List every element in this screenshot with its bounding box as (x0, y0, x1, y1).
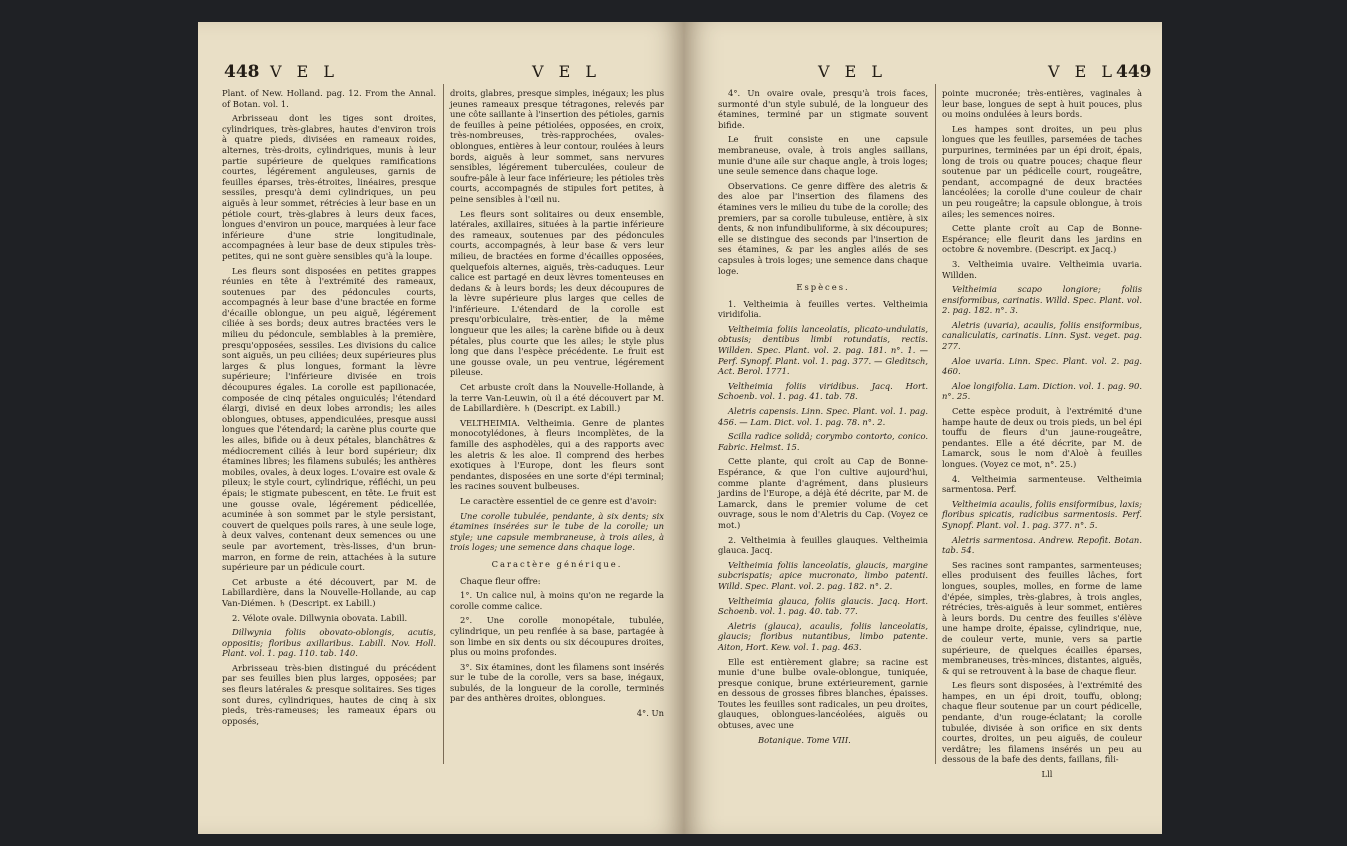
section-heading: Caractère générique. (491, 558, 623, 569)
right-page (684, 22, 1162, 834)
paragraph: Cette plante, qui croît au Cap de Bonne-Espérance, & que l'on cultive aujourd'hui, comme plante d'agrément, dans plusieurs jardins de l'Europe, a déjà été décrite, par M. de Lamarck, dans le premier volume de cet ouvrage, sous le nom d'Aletris du Cap. (Voyez ce mot.) (718, 456, 928, 530)
right-header-a: V E L (818, 62, 888, 81)
left-column-1 (222, 88, 436, 730)
right-header-b: V E L (1048, 62, 1118, 81)
species-heading: 2. Veltheimia à feuilles glauques. Veltheimia glauca. Jacq. (718, 534, 928, 556)
paragraph: Observations. Ce genre diffère des aletris & des aloe par l'insertion des filamens des étamines vers le milieu du tube de la corolle; des premiers, par sa corolle tubuleuse, entière, à six dents, & non infundibuliforme, à six découpures; elle se distingue des seconds par l'insertion de ses étamines, & par les angles ailés de ses capsules à trois loges; une semence dans chaque loge. (718, 180, 928, 276)
paragraph: 2°. Une corolle monopétale, tubulée, cylindrique, un peu renflée à sa base, partagée à son limbe en six dents ou six découpures droites, plus ou moins profondes. (450, 615, 664, 658)
paragraph: Aletris (uvaria), acaulis, foliis ensiformibus, canaliculatis, carinatis. Linn. Syst. veget. pag. 277. (942, 319, 1142, 352)
paragraph: Cette espèce produit, à l'extrémité d'une hampe haute de deux ou trois pieds, un bel épi touffu de fleurs d'un jaune-rougeâtre, pendantes. Elle a été décrite, par M. de Lamarck, sous le nom d'Aloè à feuilles longues. (Voyez ce mot, n°. 25.) (942, 406, 1142, 469)
species-heading: 1. Veltheimia à feuilles vertes. Veltheimia viridifolia. (718, 298, 928, 320)
paragraph: Plant. of New. Holland. pag. 12. From the Annal. of Botan. vol. 1. (222, 88, 436, 109)
species-heading: 4. Veltheimia sarmenteuse. Veltheimia sarmentosa. Perf. (942, 473, 1142, 495)
paragraph: Une corolle tubulée, pendante, à six dents; six étamines insérées sur le tube de la corolle; un style; une capsule membraneuse, à trois ailes, à trois loges; une semence dans chaque loge. (450, 510, 664, 553)
left-column-2 (450, 88, 664, 723)
paragraph: Aletris capensis. Linn. Spec. Plant. vol. 1. pag. 456. — Lam. Dict. vol. 1. pag. 78. n°. 2. (718, 406, 928, 427)
left-header-b: V E L (532, 62, 602, 81)
paragraph: Aletris (glauca), acaulis, foliis lanceolatis, glaucis; floribus nutantibus, limbo patente. Aiton, Hort. Kew. vol. 1. pag. 463. (718, 620, 928, 652)
paragraph: Le fruit consiste en une capsule membraneuse, ovale, à trois angles saillans, munie d'une aile sur chaque angle, à trois loges; une seule semence dans chaque loge. (718, 134, 928, 177)
paragraph: 1°. Un calice nul, à moins qu'on ne regarde la corolle comme calice. (450, 590, 664, 611)
paragraph: Veltheimia foliis viridibus. Jacq. Hort. Schoenb. vol. 1. pag. 41. tab. 78. (718, 380, 928, 402)
paragraph: 3°. Six étamines, dont les filamens sont insérés sur le tube de la corolle, vers sa base, inégaux, subulés, de la longueur de la corolle, terminés par des anthères droites, oblongues. (450, 661, 664, 704)
paragraph: Scilla radice solidâ; corymbo contorto, conico. Fabric. Helmst. 15. (718, 431, 928, 452)
paragraph: Les fleurs sont disposées, à l'extrémité des hampes, en un épi droit, touffu, oblong; chaque fleur soutenue par un court pédicelle, pendante, d'un rouge-éclatant; la corolle tubulée, divisée à son orifice en six dents courtes, droites, un peu aiguës, de couleur verdâtre; les filamens insérés un peu au dessous de la bafe des dents, faillans, fili- (942, 680, 1142, 765)
paragraph: Aletris sarmentosa. Andrew. Repofit. Botan. tab. 54. (942, 534, 1142, 556)
paragraph: Cet arbuste croît dans la Nouvelle-Hollande, à la terre Van-Leuwin, où il a été découvert par M. de Labillardière. ♄ (Descript. ex Labill.) (450, 382, 664, 414)
right-column-1 (718, 88, 928, 749)
section-heading: Espèces. (796, 282, 850, 293)
column-rule (935, 84, 936, 764)
paragraph: Elle est entièrement glabre; sa racine est munie d'une bulbe ovale-oblongue, tuniquée, presque conique, brune extérieurement, garnie en dessous de grosses fibres blanches, épaisses. Toutes les feuilles sont radicales, un peu droites, glauques, oblongues-lancéolées, aiguës ou obtuses, avec une (718, 656, 928, 731)
species-heading: 3. Veltheimia uvaire. Veltheimia uvaria. Willden. (942, 258, 1142, 280)
paragraph: Le caractère essentiel de ce genre est d'avoir: (460, 495, 657, 506)
paragraph: Aloe uvaria. Linn. Spec. Plant. vol. 2. pag. 460. (942, 355, 1142, 377)
paragraph: Cet arbuste a été découvert, par M. de Labillardière, dans la Nouvelle-Hollande, au cap Van-Diémen. ♄ (Descript. ex Labill.) (222, 576, 436, 608)
left-page-number: 448 (224, 62, 260, 82)
paragraph: 4°. Un ovaire ovale, presqu'à trois faces, surmonté d'un style subulé, de la longueur des étamines, terminé par un stigmate souvent bifide. (718, 88, 928, 130)
paragraph: Arbrisseau dont les tiges sont droites, cylindriques, très-glabres, hautes d'environ trois à quatre pieds, divisées en rameaux roides, alternes, très-droits, cylindriques, munis à leur partie supérieure de quelques ramifications courtes, légérement anguleuses, garnis de feuilles éparses, très-étroites, linéaires, presque sessiles, presqu'à demi cylindriques, un peu aiguës à leur sommet, rétrécies à leur base en un pétiole court, très-glabres à leurs deux faces, longues d'environ un pouce, marquées à leur face inférieure d'une strie longitudinale, accompagnées à leur base de deux stipules très-petites, qui ne sont guère sensibles qu'à la loupe. (222, 113, 436, 261)
paragraph: Veltheimia scapo longiore; foliis ensiformibus, carinatis. Willd. Spec. Plant. vol. 2. pag. 182. n°. 3. (942, 284, 1142, 316)
signature-line: Botanique. Tome VIII. (758, 734, 851, 745)
paragraph: Veltheimia foliis lanceolatis, glaucis, margine subcrispatis; apice mucronato, limbo patenti. Willd. Spec. Plant. vol. 2. pag. 182. n°. 2. (718, 559, 928, 591)
right-column-2 (942, 88, 1142, 784)
paragraph: Aloe longifolia. Lam. Diction. vol. 1. pag. 90. n°. 25. (942, 380, 1142, 402)
paragraph: Dillwynia foliis obovato-oblongis, acutis, oppositis; floribus axillaribus. Labill. Nov. Holl. Plant. vol. 1. pag. 110. tab. 140. (222, 627, 436, 659)
paragraph: Cette plante croît au Cap de Bonne-Espérance; elle fleurit dans les jardins en octobre & novembre. (Descript. ex Jacq.) (942, 223, 1142, 255)
paragraph: Veltheimia foliis lanceolatis, plicato-undulatis, obtusis; dentibus limbi rotundatis, rectis. Willden. Spec. Plant. vol. 2. pag. 181. n°. 1. — Perf. Synopf. Plant. vol. 1. pag. 377. — Gleditsch, Act. Berol. 1771. (718, 323, 928, 377)
paragraph: droits, glabres, presque simples, inégaux; les plus jeunes rameaux presque tétragones, relevés par une côte saillante à l'insertion des pétioles, garnis de feuilles à peine pétiolées, opposées, en croix, très-nombreuses, très-rapprochées, ovales-oblongues, entières à leur contour, roulées à leurs bords, aiguës à leur sommet, sans nervures sensibles, légérement tuberculées, couleur de soufre-pâle à leur face inférieure; les pétioles très courts, accompagnés de stipules fort petites, à peine sensibles à l'œil nu. (450, 88, 664, 204)
species-heading: 2. Vélote ovale. Dillwynia obovata. Labill. (232, 612, 408, 623)
signature-mark: Lll (1041, 769, 1053, 780)
paragraph: Veltheimia acaulis, foliis ensiformibus, laxis; floribus spicatis, radicibus sarmentosis. Perf. Synopf. Plant. vol. 1. pag. 377. n°. 5. (942, 498, 1142, 530)
column-rule (443, 84, 444, 764)
catchword: 4°. Un (636, 708, 664, 719)
right-page-number: 449 (1116, 62, 1152, 82)
paragraph: Veltheimia glauca, foliis glaucis. Jacq. Hort. Schoenb. vol. 1. pag. 40. tab. 77. (718, 595, 928, 617)
left-page (198, 22, 684, 834)
paragraph: Ses racines sont rampantes, sarmenteuses; elles produisent des feuilles lâches, fort longues, souples, molles, en forme de lame d'épée, simples, très-glabres, à trois angles, rétrécies, très-aiguës à leur sommet, entières à leurs bords. Du centre des feuilles s'élève une hampe droite, épaisse, cylindrique, nue, de couleur verte, munie, vers sa partie supérieure, de quelques écailles éparses, membraneuses, très-minces, distantes, aiguës, & qui se retrouvent à la base de chaque fleur. (942, 559, 1142, 676)
paragraph: pointe mucronée; très-entières, vaginales à leur base, longues de sept à huit pouces, plus ou moins ondulées à leurs bords. (942, 88, 1142, 120)
paragraph: Les fleurs sont disposées en petites grappes réunies en tête à l'extrémité des rameaux, soutenues par des pédoncules courts, accompagnés à leur base d'une bractée en forme d'écaille oblongue, un peu aiguë, légérement ciliée à ses bords; deux autres bractées vers le milieu du pédoncule, semblables à la première, presqu'opposées, sessiles. Les divisions du calice sont aiguës, un peu ciliées; deux supérieures plus larges & plus longues, formant la lèvre supérieure; l'inférieure divisée en trois découpures égales. La corolle est papilionacée, composée de cinq pétales onguiculés; l'étendard élargi, divisé en deux lobes arrondis; les ailes oblongues, obtuses, appendiculées, presque aussi longues que l'étendard; la carène plus courte que les ailes, bifide ou à deux pétales, blanchâtres & médiocrement ciliés à leur bord supérieur; dix étamines libres; les filamens subulés; les anthères mobiles, ovales, à deux loges. L'ovaire est ovale & pileux; le style court, cylindrique, réfléchi, un peu épais; le stigmate pubescent, en tête. Le fruit est une gousse ovale, légérement pédicellée, acuminée à son sommet par le style persistant, couvert de quelques poils rares, à une seule loge, à deux valves, contenant deux semences ou une seule par avortement, très-lisses, d'un brun-marron, en forme de rein, attachées à la suture supérieure par un pédicule court. (222, 265, 436, 573)
genus-heading: VELTHEIMIA. Veltheimia. Genre de plantes monocotylédones, à fleurs incomplètes, de la famille des asphodèles, qui a des rapports avec les aletris & les aloe. Il comprend des herbes exotiques à l'Europe, dont les fleurs sont pendantes, disposées en une sorte d'épi terminal; les racines souvent bulbeuses. (450, 417, 664, 492)
paragraph: Les fleurs sont solitaires ou deux ensemble, latérales, axillaires, situées à la partie inférieure des rameaux, soutenues par des pédoncules courts, accompagnés, à leur base & vers leur milieu, de bractées en forme d'écailles opposées, quelquefois alternes, aiguës, très-caduques. Leur calice est partagé en deux lèvres tomenteuses en dedans & à leurs bords; les deux découpures de la lèvre supérieure plus larges que celles de l'inférieure. L'étendard de la corolle est presqu'orbiculaire, très-entier, de la même longueur que les ailes; la carène bifide ou à deux pétales, plus courte que les ailes; le style plus long que dans l'espèce précédente. Le fruit est une gousse ovale, un peu ventrue, légérement pileuse. (450, 208, 664, 378)
paragraph: Arbrisseau très-bien distingué du précédent par ses feuilles bien plus larges, opposées; par ses fleurs latérales & presque solitaires. Ses tiges sont dures, cylindriques, hautes de cinq à six pieds, très-rameuses; les rameaux épars ou opposés, (222, 662, 436, 726)
paragraph: Chaque fleur offre: (460, 575, 541, 586)
left-header-a: V E L (270, 62, 340, 81)
paragraph: Les hampes sont droites, un peu plus longues que les feuilles, parsemées de taches purpurines, terminées par un épi droit, épais, long de trois ou quatre pouces; chaque fleur soutenue par un pédicelle court, rougeâtre, pendant, accompagné de deux bractées lancéolées; la corolle d'une couleur de chair un peu rougeâtre; la capsule oblongue, à trois ailes; les semences noires. (942, 123, 1142, 219)
